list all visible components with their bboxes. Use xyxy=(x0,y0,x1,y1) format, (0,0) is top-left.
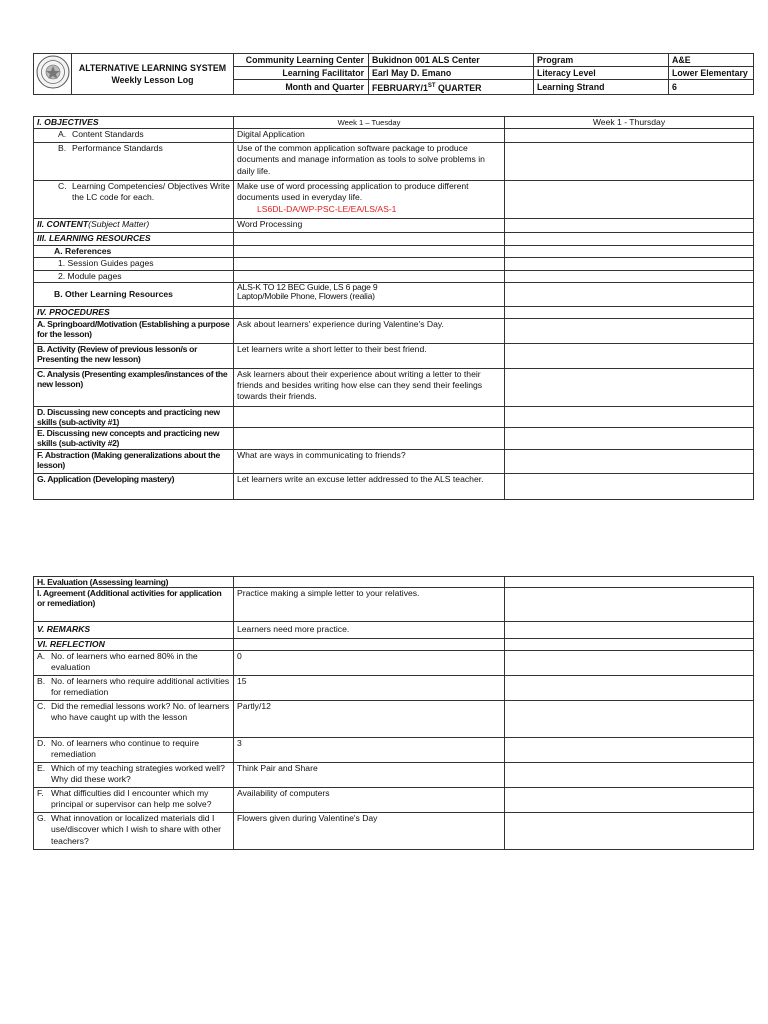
reflection-item-a-text: No. of learners who earned 80% in the evaluation xyxy=(51,651,198,673)
session-guides-value xyxy=(234,258,505,270)
reflection-item-d xyxy=(34,738,234,763)
month-quarter-label: Month and Quarter xyxy=(234,80,369,95)
procedure-g-value: Let learners write an excuse letter addressed to the ALS teacher. xyxy=(234,474,505,500)
reflection-item-c-value: Partly/12 xyxy=(234,701,505,738)
content-standards-key: A. xyxy=(58,129,67,140)
content-heading-main: II. CONTENT xyxy=(37,219,89,230)
reflection-item-d-text: No. of learners who continue to require remediation xyxy=(51,738,200,760)
procedure-f-thursday xyxy=(505,450,754,474)
reflection-item-e-text: Which of my teaching strategies worked well? Why did these work? xyxy=(51,763,225,785)
module-pages-value xyxy=(234,270,505,282)
remarks-heading: V. REMARKS xyxy=(34,622,234,639)
reflection-item-g-thursday xyxy=(505,813,754,850)
procedure-a-value: Ask about learners' experience during Valentine's Day. xyxy=(234,319,505,344)
reflection-item-c xyxy=(34,701,234,738)
reflection-item-e-key: E. xyxy=(37,763,46,774)
remarks-value: Learners need more practice. xyxy=(234,622,505,639)
month-quarter-tail: QUARTER xyxy=(435,82,482,93)
reflection-item-f xyxy=(34,788,234,813)
procedures-value xyxy=(234,306,505,318)
references-thursday xyxy=(505,246,754,258)
reflection-item-e-thursday xyxy=(505,763,754,788)
performance-standards-key: B. xyxy=(58,143,67,154)
procedure-a-label: A. Springboard/Motivation (Establishing a purpose for the lesson) xyxy=(34,319,234,344)
reflection-item-a-value: 0 xyxy=(234,651,505,676)
reflection-item-b xyxy=(34,676,234,701)
reflection-item-d-thursday xyxy=(505,738,754,763)
week-thursday-heading: Week 1 - Thursday xyxy=(505,117,754,129)
learning-resources-heading: III. LEARNING RESOURCES xyxy=(34,233,234,246)
literacy-level-value: Lower Elementary xyxy=(669,67,754,80)
reflection-item-d-key: D. xyxy=(37,738,46,749)
reflection-item-f-thursday xyxy=(505,788,754,813)
content-standards-thursday xyxy=(505,129,754,143)
learning-competencies-key: C. xyxy=(58,181,67,192)
month-quarter-value xyxy=(369,80,534,95)
lesson-log-table-1 xyxy=(33,116,754,500)
learning-facilitator-value: Earl May D. Emano xyxy=(369,67,534,80)
other-resources-thursday xyxy=(505,282,754,306)
reflection-heading: VI. REFLECTION xyxy=(34,639,234,651)
svg-text:·····: ····· xyxy=(50,57,55,62)
procedure-h-thursday xyxy=(505,577,754,588)
procedure-c-value: Ask learners about their experience about writing a letter to their friends and besides writing how else can they send their feelings towards their friends. xyxy=(234,369,505,407)
reflection-item-c-text: Did the remedial lessons work? No. of learners who have caught up with the lesson xyxy=(51,701,230,723)
reflection-item-g-key: G. xyxy=(37,813,47,824)
reflection-value xyxy=(234,639,505,651)
literacy-level-label: Literacy Level xyxy=(534,67,669,80)
reflection-item-f-text: What difficulties did I encounter which my principal or supervisor can help me solve? xyxy=(51,788,212,810)
learning-competencies-text: Make use of word processing application to produce different documents used in everyday life. xyxy=(237,181,469,203)
procedure-d-label: D. Discussing new concepts and practicing new skills (sub-activity #1) xyxy=(34,407,234,428)
learning-competencies-label: C. Learning Competencies/ Objectives Write the LC code for each. xyxy=(34,181,234,219)
learning-strand-label: Learning Strand xyxy=(534,80,669,95)
community-learning-center-label: Community Learning Center xyxy=(234,54,369,67)
deped-seal-icon xyxy=(36,55,70,89)
procedures-thursday xyxy=(505,306,754,318)
title-cell xyxy=(72,54,234,95)
content-standards-value: Digital Application xyxy=(234,129,505,143)
procedure-h-label: H. Evaluation (Assessing learning) xyxy=(34,577,234,588)
procedure-i-value: Practice making a simple letter to your relatives. xyxy=(234,588,505,622)
procedure-f-value: What are ways in communicating to friends? xyxy=(234,450,505,474)
performance-standards-thursday xyxy=(505,143,754,181)
learning-competencies-value xyxy=(234,181,505,219)
procedures-heading: IV. PROCEDURES xyxy=(34,306,234,318)
reflection-item-c-key: C. xyxy=(37,701,46,712)
month-quarter-main: FEBRUARY/1 xyxy=(372,82,428,93)
procedure-i-label: I. Agreement (Additional activities for application or remediation) xyxy=(34,588,234,622)
module-pages-thursday xyxy=(505,270,754,282)
procedure-h-value xyxy=(234,577,505,588)
session-guides-label: 1. Session Guides pages xyxy=(34,258,234,270)
program-label: Program xyxy=(534,54,669,67)
procedure-f-label: F. Abstraction (Making generalizations about the lesson) xyxy=(34,450,234,474)
procedure-c-label: C. Analysis (Presenting examples/instances of the new lesson) xyxy=(34,369,234,407)
other-resources-value xyxy=(234,282,505,306)
session-guides-thursday xyxy=(505,258,754,270)
header-table xyxy=(33,53,754,95)
other-resources-label: B. Other Learning Resources xyxy=(34,282,234,306)
reflection-item-f-value: Availability of computers xyxy=(234,788,505,813)
procedure-b-label: B. Activity (Review of previous lesson/s or Presenting the new lesson) xyxy=(34,344,234,369)
reflection-item-d-value: 3 xyxy=(234,738,505,763)
reflection-item-e xyxy=(34,763,234,788)
reflection-thursday xyxy=(505,639,754,651)
content-thursday xyxy=(505,219,754,233)
performance-standards-label: B. Performance Standards xyxy=(34,143,234,181)
learning-facilitator-label: Learning Facilitator xyxy=(234,67,369,80)
reflection-item-a-key: A. xyxy=(37,651,46,662)
deped-seal-cell xyxy=(34,54,72,95)
reflection-item-c-thursday xyxy=(505,701,754,738)
remarks-thursday xyxy=(505,622,754,639)
learning-resources-value xyxy=(234,233,505,246)
content-standards-label: A. Content Standards xyxy=(34,129,234,143)
procedure-d-value xyxy=(234,407,505,428)
procedure-c-thursday xyxy=(505,369,754,407)
other-resources-line-2: Laptop/Mobile Phone, Flowers (realia) xyxy=(237,291,375,302)
procedure-a-thursday xyxy=(505,319,754,344)
reflection-item-b-key: B. xyxy=(37,676,46,687)
system-title: ALTERNATIVE LEARNING SYSTEM xyxy=(78,62,227,73)
lc-code: LS6DL-DA/WP-PSC-LE/EA/LS/AS-1 xyxy=(257,203,397,214)
learning-resources-thursday xyxy=(505,233,754,246)
reflection-item-f-key: F. xyxy=(37,788,44,799)
references-label: A. References xyxy=(34,246,234,258)
reflection-item-g-text: What innovation or localized materials did I use/discover which I wish to share with other teachers? xyxy=(51,813,222,846)
log-title: Weekly Lesson Log xyxy=(111,74,194,85)
reflection-item-b-thursday xyxy=(505,676,754,701)
objectives-heading: I. OBJECTIVES xyxy=(34,117,234,129)
reflection-item-g-value: Flowers given during Valentine's Day xyxy=(234,813,505,850)
reflection-item-e-value: Think Pair and Share xyxy=(234,763,505,788)
procedure-b-thursday xyxy=(505,344,754,369)
procedure-d-thursday xyxy=(505,407,754,428)
procedure-b-value: Let learners write a short letter to their best friend. xyxy=(234,344,505,369)
community-learning-center-value: Bukidnon 001 ALS Center xyxy=(369,54,534,67)
lesson-log-table-2 xyxy=(33,576,754,850)
learning-strand-value: 6 xyxy=(669,80,754,95)
other-resources-line-1: ALS-K TO 12 BEC Guide, LS 6 page 9 xyxy=(237,282,378,292)
learning-competencies-thursday xyxy=(505,181,754,219)
references-value xyxy=(234,246,505,258)
procedure-g-thursday xyxy=(505,474,754,500)
reflection-item-b-value: 15 xyxy=(234,676,505,701)
procedure-e-label: E. Discussing new concepts and practicing new skills (sub-activity #2) xyxy=(34,428,234,450)
month-quarter-sup: ST xyxy=(427,83,436,89)
reflection-item-g xyxy=(34,813,234,850)
reflection-item-a-thursday xyxy=(505,651,754,676)
procedure-g-label: G. Application (Developing mastery) xyxy=(34,474,234,500)
week-tuesday-heading: Week 1 – Tuesday xyxy=(234,117,505,129)
content-heading xyxy=(34,219,234,233)
module-pages-label: 2. Module pages xyxy=(34,270,234,282)
reflection-item-b-text: No. of learners who require additional activities for remediation xyxy=(51,676,230,698)
content-heading-sub: (Subject Matter) xyxy=(88,219,150,230)
program-value: A&E xyxy=(669,54,754,67)
procedure-e-thursday xyxy=(505,428,754,450)
performance-standards-value: Use of the common application software package to produce documents and manage information as tools to solve problems in daily life. xyxy=(234,143,505,181)
procedure-i-thursday xyxy=(505,588,754,622)
reflection-item-a xyxy=(34,651,234,676)
procedure-e-value xyxy=(234,428,505,450)
content-value: Word Processing xyxy=(234,219,505,233)
